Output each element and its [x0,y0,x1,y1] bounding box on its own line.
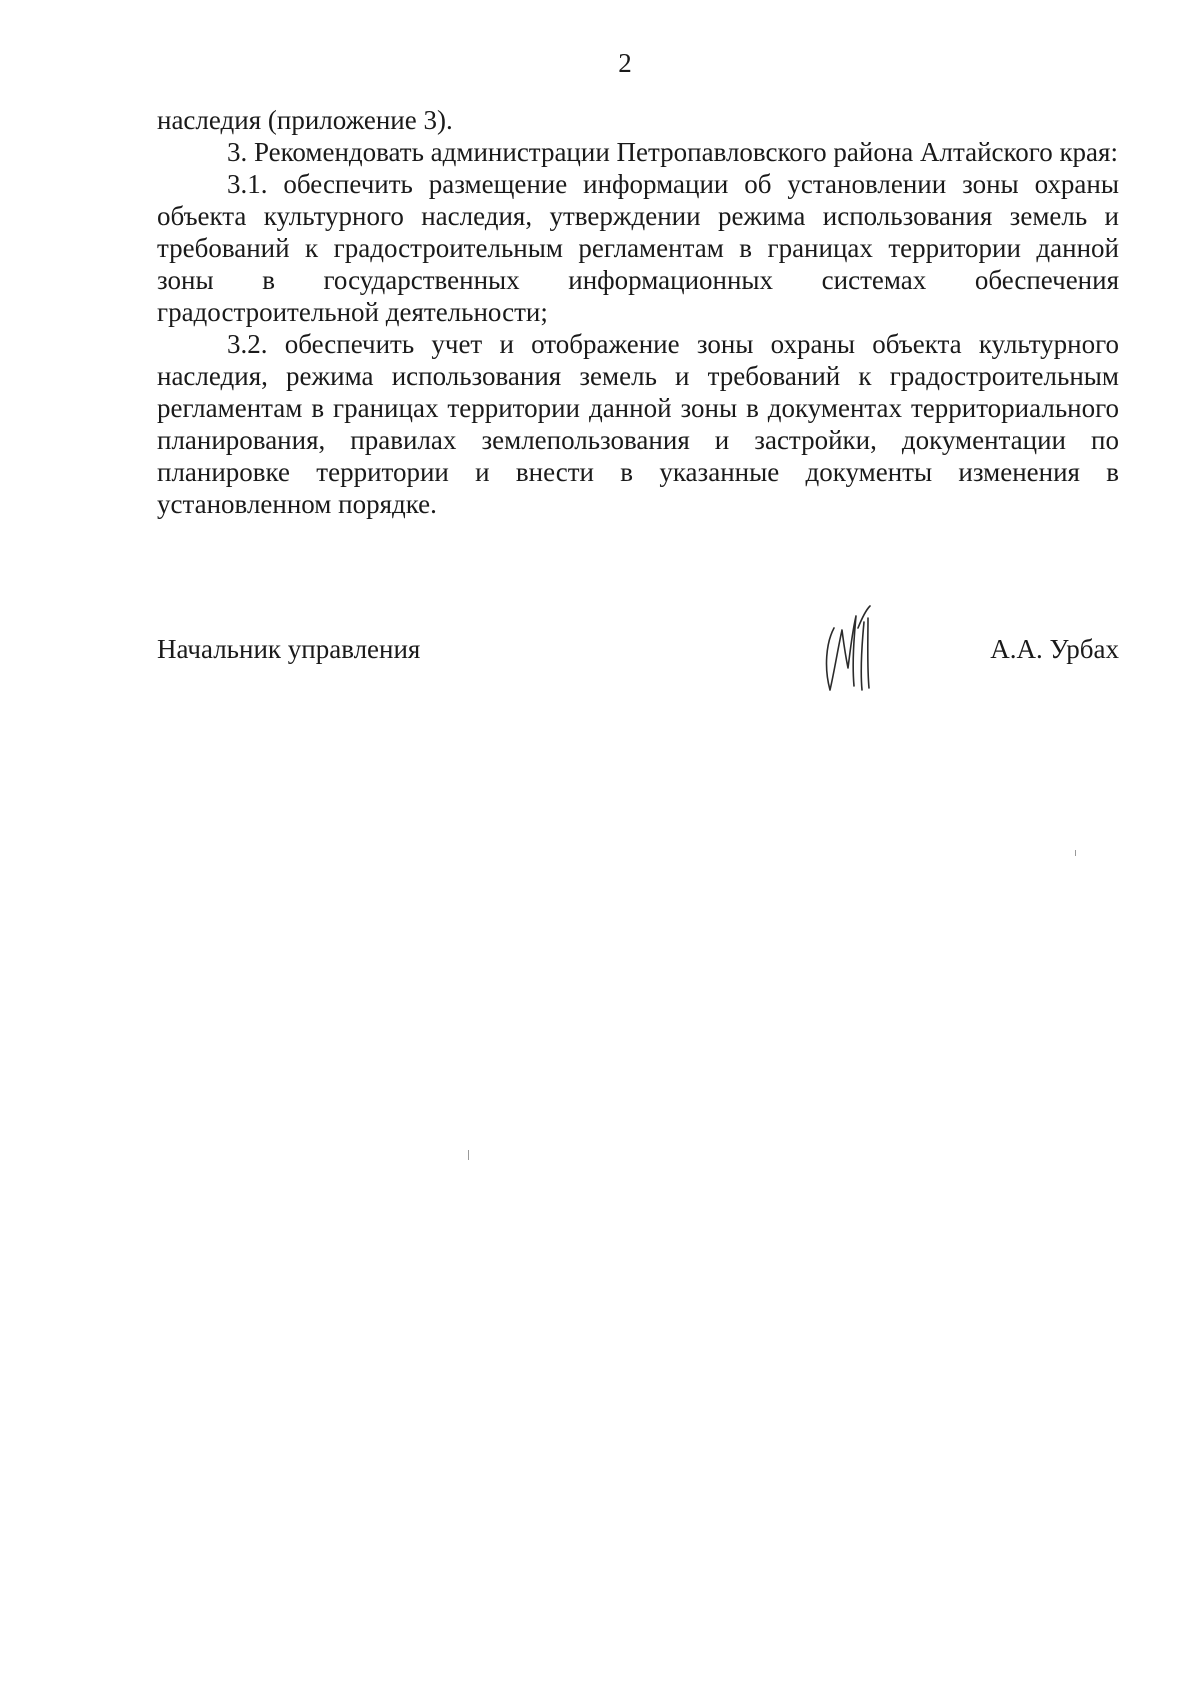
signatory-position: Начальник управления [157,634,421,664]
document-body [157,104,1119,520]
paragraph-item-3-2: 3.2. обеспечить учет и отображение зоны охраны объекта культурного наследия, режима использования земель и требований к градостроительным регламентам в границах территории данной зоны в документах территориального планирования, правилах землепользования и застройки, документации по планировке территории и внести в указанные документы изменения в установленном порядке. [157,329,1119,519]
page-number: 2 [618,48,632,78]
paragraph-item-3-1: 3.1. обеспечить размещение информации об установлении зоны охраны объекта культурного наследия, утверждении режима использования земель и требований к градостроительным регламентам в границах территории данной зоны в государственных информационных системах обеспечения градостроительной деятельности; [157,169,1119,327]
signatory-name: А.А. Урбах [990,634,1119,664]
scan-artifact [1075,850,1076,856]
signature-block [157,634,1119,694]
paragraph-item-3: 3. Рекомендовать администрации Петропавловского района Алтайского края: [227,137,1118,167]
paragraph-continuation: наследия (приложение 3). [157,105,453,135]
scan-artifact [468,1150,469,1160]
handwritten-signature [812,598,892,698]
